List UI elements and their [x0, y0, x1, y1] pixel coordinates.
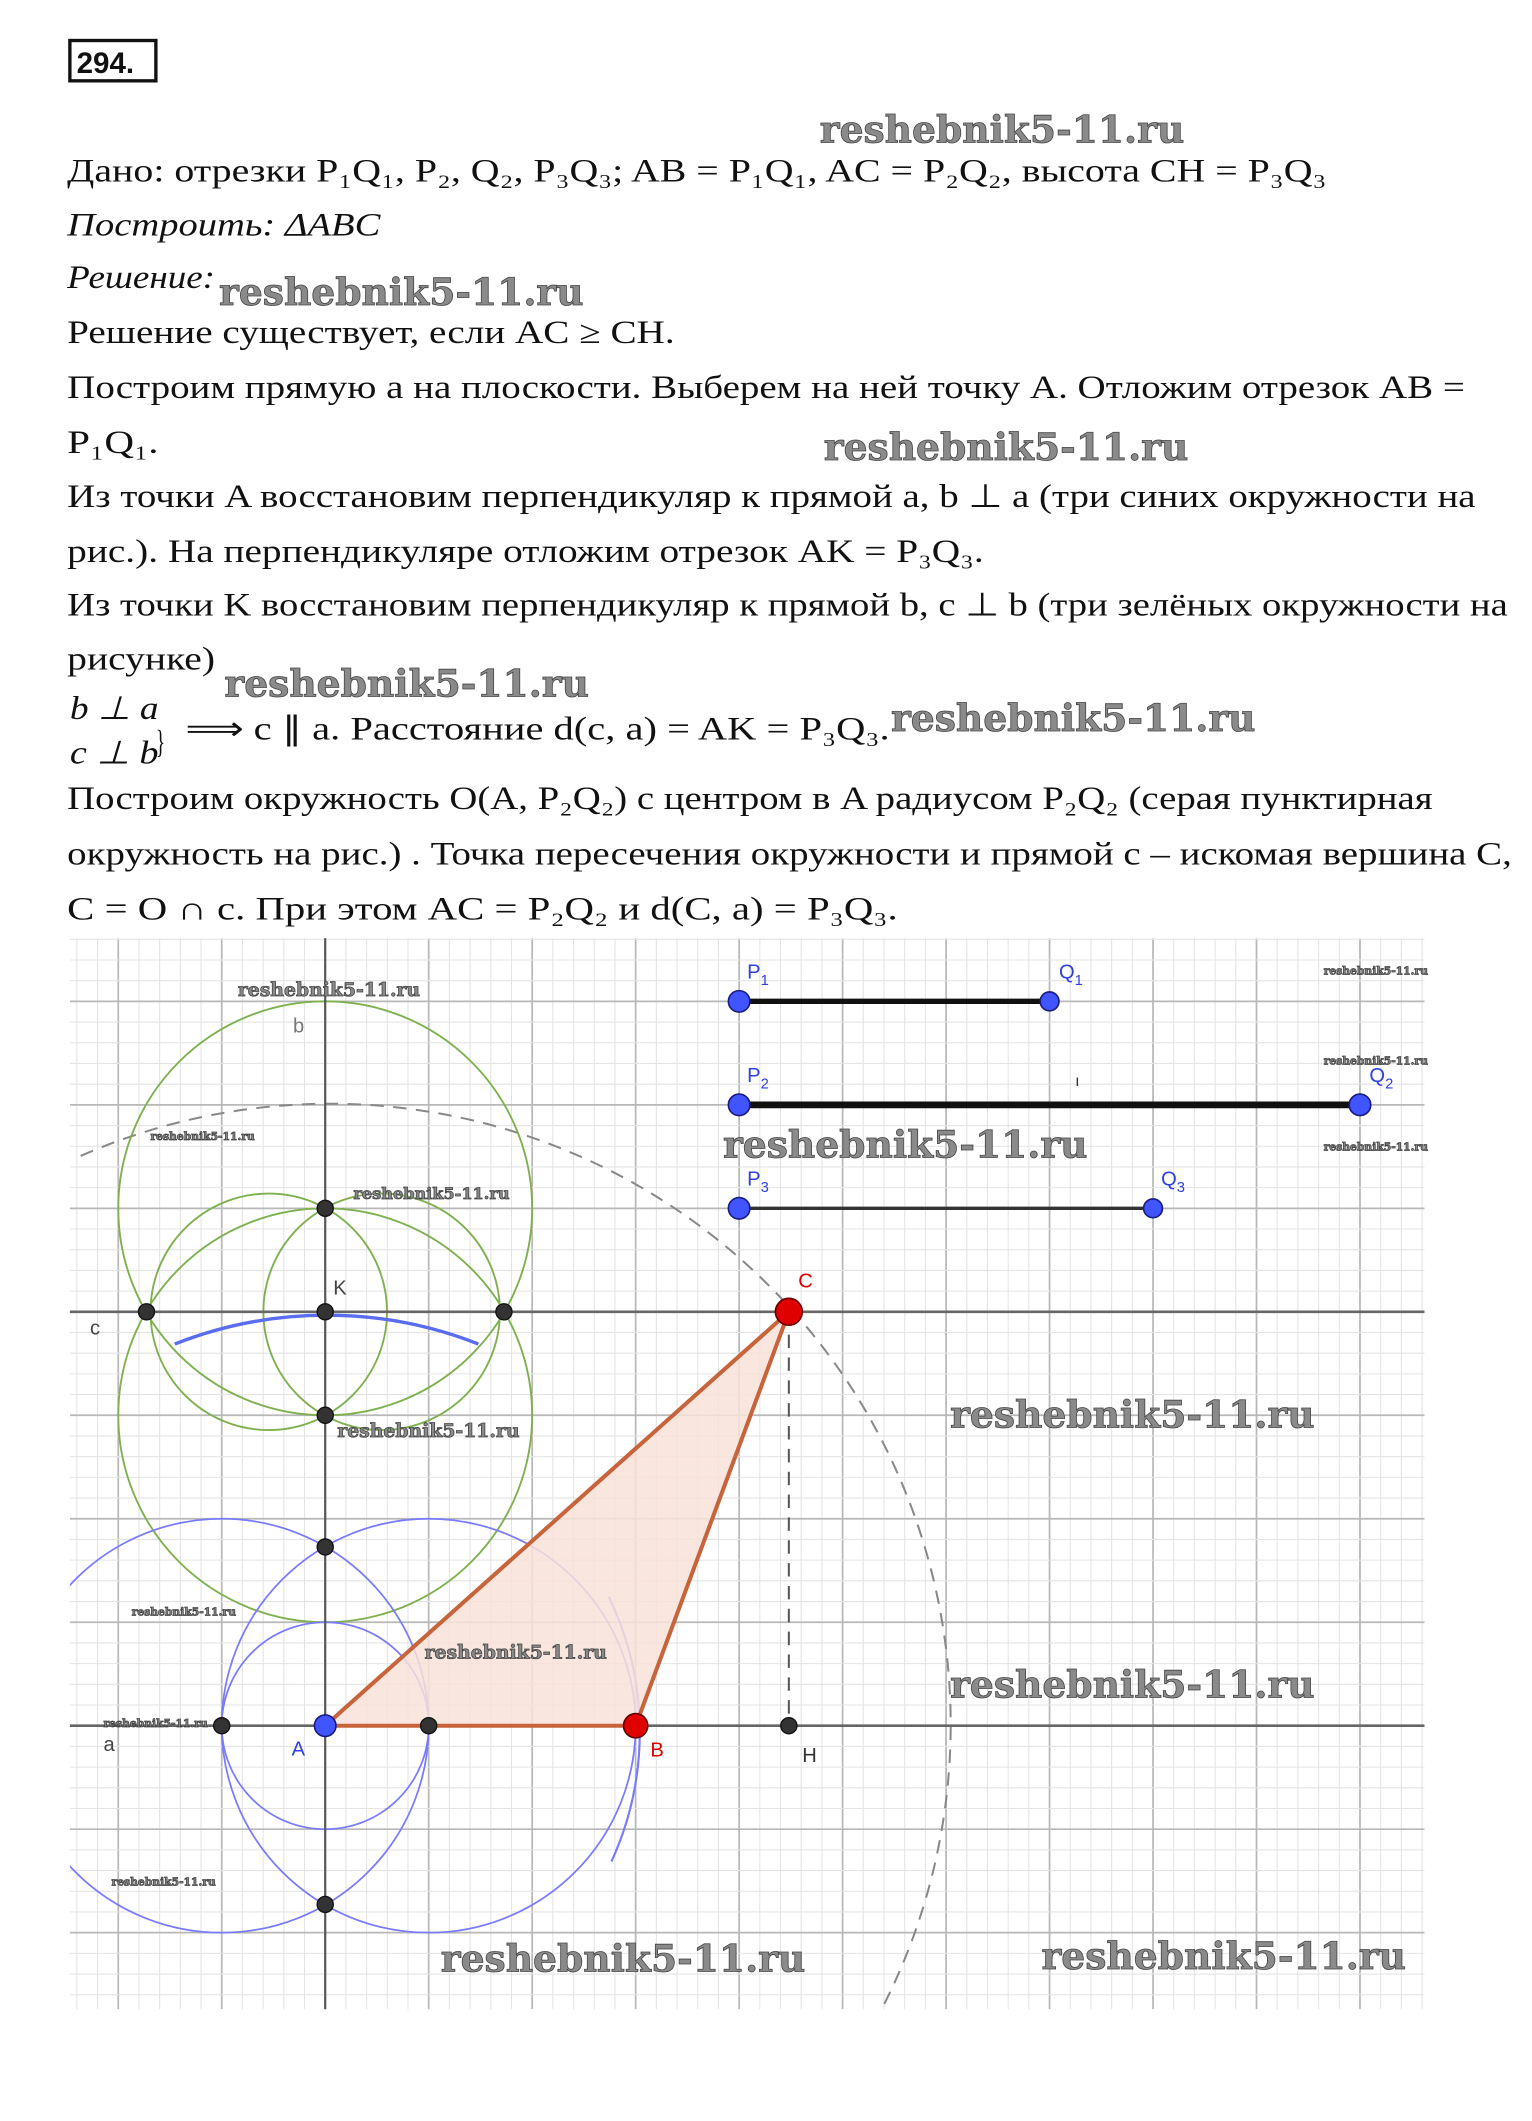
watermark: reshebnik5-11.ru [950, 1392, 1315, 1437]
step1-line-b: P₁Q₁. [67, 424, 159, 461]
watermark: reshebnik5-11.ru [890, 696, 1256, 741]
watermark: reshebnik5-11.ru [950, 1662, 1315, 1707]
watermark: reshebnik5-11.ru [237, 978, 421, 1001]
point-h [781, 1718, 797, 1734]
label-p3: $P_3$ [747, 1168, 769, 1197]
watermark: reshebnik5-11.ru [424, 1641, 607, 1664]
exists-line: Решение существует, если AC ≥ CH. [67, 313, 675, 350]
label-b-point: B [650, 1739, 664, 1762]
watermark: reshebnik5-11.ru [353, 1183, 510, 1203]
point-c [775, 1298, 802, 1325]
label-c-point: C [798, 1270, 813, 1293]
step1-line-a: Построим прямую a на плоскости. Выберем на ней точку A. Отложим отрезок AB = [67, 368, 1465, 405]
point-p3 [728, 1198, 750, 1220]
point [214, 1718, 230, 1734]
watermark: reshebnik5-11.ru [1041, 1933, 1407, 1978]
label-q2: $Q_2$ [1369, 1065, 1394, 1093]
step2-line-a: Из точки A восстановим перпендикуляр к прямой a, b ⊥ a (три синих окружности на [67, 477, 1476, 514]
watermark: reshebnik5-11.ru [224, 661, 589, 706]
point-p2 [728, 1094, 750, 1116]
given-line: Дано: отрезки P₁Q₁, P₂, Q₂, P₃Q₃; AB = P₁Q₁, AC = P₂Q₂, высота CH = P₃Q₃ [67, 152, 1327, 189]
step3-line-a: Из точки K восстановим перпендикуляр к прямой b, c ⊥ b (три зелёных окружности на [67, 586, 1508, 623]
point-b [624, 1714, 648, 1738]
point [317, 1896, 333, 1912]
step3-line-b: рисунке) [67, 640, 216, 677]
construct-line: Построить: ΔABC [65, 206, 381, 243]
solution-text [66, 153, 1512, 927]
system-line-1: b ⊥ a [69, 690, 159, 727]
label-a-point: A [291, 1738, 306, 1761]
point-q1 [1040, 992, 1059, 1011]
stray-mark: ı [1075, 1072, 1080, 1091]
step2-line-b: рис.). На перпендикуляре отложим отрезок AK = P₃Q₃. [67, 532, 984, 569]
step4-line-b: окружность на рис.) . Точка пересечения окружности и прямой c – искомая вершина C, [67, 835, 1512, 872]
watermark: reshebnik5-11.ru [103, 1717, 208, 1731]
label-q3: $Q_3$ [1161, 1168, 1185, 1197]
point [317, 1200, 333, 1216]
watermark: reshebnik5-11.ru [150, 1129, 255, 1143]
step4-line-c: C = O ∩ c. При этом AC = P₂Q₂ и d(C, a) = P₃Q₃. [67, 890, 898, 927]
point [496, 1304, 512, 1320]
watermark: reshebnik5-11.ru [1323, 1140, 1428, 1154]
watermark: reshebnik5-11.ru [219, 270, 584, 315]
system-brace: } [155, 723, 166, 761]
point-q2 [1349, 1094, 1371, 1116]
label-h: H [802, 1744, 817, 1767]
label-line-b: b [292, 1015, 305, 1038]
watermark: reshebnik5-11.ru [337, 1419, 520, 1442]
point [421, 1718, 437, 1734]
watermark: reshebnik5-11.ru [440, 1936, 806, 1981]
watermark: reshebnik5-11.ru [819, 107, 1185, 152]
point-q3 [1144, 1199, 1163, 1218]
point [317, 1407, 333, 1423]
point-a [314, 1715, 336, 1737]
watermark: reshebnik5-11.ru [111, 1875, 216, 1889]
watermark: reshebnik5-11.ru [1323, 1054, 1428, 1068]
watermark: reshebnik5-11.ru [823, 424, 1189, 469]
label-line-c: c [90, 1317, 101, 1340]
label-q1: $Q_1$ [1058, 961, 1083, 990]
point [138, 1304, 154, 1320]
watermark: reshebnik5-11.ru [722, 1122, 1088, 1167]
point [317, 1304, 333, 1320]
point-p1 [728, 991, 750, 1013]
point [317, 1539, 333, 1555]
solution-heading: Решение: [66, 258, 216, 295]
system-line-2: c ⊥ b [69, 734, 159, 771]
label-line-a: a [103, 1734, 115, 1757]
label-p2: $P_2$ [747, 1065, 769, 1093]
watermark: reshebnik5-11.ru [131, 1605, 236, 1619]
label-p1: $P_1$ [747, 961, 769, 990]
watermark: reshebnik5-11.ru [1323, 964, 1428, 978]
problem-number: 294. [76, 46, 135, 80]
conclusion-line: ⟹ c ∥ a. Расстояние d(c, a) = AK = P₃Q₃. [185, 710, 890, 747]
label-k: K [333, 1277, 347, 1300]
step4-line-a: Построим окружность O(A, P₂Q₂) с центром в A радиусом P₂Q₂ (серая пунктирная [67, 780, 1433, 817]
